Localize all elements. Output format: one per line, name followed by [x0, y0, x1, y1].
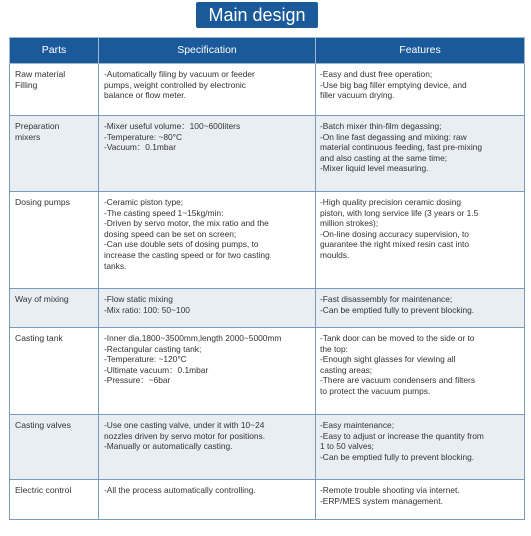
cell-line: -Mixer useful volume：100~600liters — [104, 121, 241, 131]
cell-line: -Remote trouble shooting via internet. — [320, 485, 460, 495]
table-row-dosing-pumps — [10, 192, 525, 289]
title-bar — [0, 0, 531, 37]
cell-spec — [99, 328, 316, 415]
cell-spec — [99, 116, 316, 192]
cell-line: -High quality precision ceramic dosing — [320, 197, 462, 207]
cell-features — [316, 64, 525, 116]
cell-line: moulds. — [320, 249, 350, 260]
cell-line: -Temperature: ~80°C — [104, 131, 183, 142]
cell-part — [10, 192, 99, 289]
cell-line: million strokes); — [320, 218, 379, 229]
cell-features — [316, 415, 525, 480]
cell-line: -Use one casting valve, under it with 10~24 — [104, 420, 265, 430]
cell-spec — [99, 480, 316, 520]
cell-line: and also casting at the same time; — [320, 152, 448, 163]
table-row-casting-valves — [10, 415, 525, 480]
cell-line: Way of mixing — [15, 294, 69, 304]
cell-line: pumps, weight controlled by electronic — [104, 79, 246, 90]
header-specification: Specification — [99, 38, 316, 64]
cell-line: balance or flow meter. — [104, 90, 186, 101]
cell-line: -Batch mixer thin-film degassing; — [320, 121, 442, 131]
cell-line: -Manually or automatically casting. — [104, 441, 233, 452]
cell-line: tanks. — [104, 260, 127, 271]
cell-line: -Can use double sets of dosing pumps, to — [104, 239, 259, 250]
table-row-casting-tank — [10, 328, 525, 415]
header-features: Features — [316, 38, 525, 64]
table-row-electric-control — [10, 480, 525, 520]
cell-line: -ERP/MES system management. — [320, 495, 443, 506]
cell-line: -Easy and dust free operation; — [320, 69, 433, 79]
cell-line: -There are vacuum condensers and filters — [320, 375, 476, 386]
cell-line: material continuous feeding, fast pre-mixing — [320, 142, 482, 153]
cell-line: Raw material — [15, 69, 66, 79]
cell-line: -Vacuum：0.1mbar — [104, 142, 176, 153]
cell-line: -Easy to adjust or increase the quantity from — [320, 430, 484, 441]
table-row-raw-material — [10, 64, 525, 116]
cell-spec — [99, 289, 316, 328]
cell-line: -Driven by servo motor, the mix ratio and the — [104, 218, 269, 229]
cell-line: -Use big bag filler emptying device, and — [320, 79, 467, 90]
cell-line: Casting tank — [15, 333, 63, 343]
cell-line: -Inner dia.1800~3500mm,length 2000~5000mm — [104, 333, 282, 343]
cell-line: -All the process automatically controlling. — [104, 485, 256, 495]
cell-spec — [99, 64, 316, 116]
cell-part — [10, 116, 99, 192]
cell-line: Dosing pumps — [15, 197, 70, 207]
cell-line: nozzles driven by servo motor for positions. — [104, 430, 266, 441]
cell-line: -Pressure：~6bar — [104, 375, 171, 386]
cell-line: Casting valves — [15, 420, 71, 430]
cell-features — [316, 480, 525, 520]
cell-line: guarantee the right mixed resin cast into — [320, 239, 469, 250]
cell-line: -On line fast degassing and mixing: raw — [320, 131, 467, 142]
cell-line: Preparation — [15, 121, 60, 131]
table-header-row — [10, 38, 525, 64]
cell-features — [316, 116, 525, 192]
cell-line: piston, with long service life (3 years or 1.5 — [320, 207, 479, 218]
page-title: Main design — [196, 2, 318, 28]
cell-features — [316, 192, 525, 289]
cell-line: -Ultimate vacuum：0.1mbar — [104, 364, 209, 375]
cell-line: -Fast disassembly for maintenance; — [320, 294, 453, 304]
cell-line: -The casting speed 1~15kg/min: — [104, 207, 224, 218]
cell-line: Filling — [15, 79, 38, 90]
cell-line: -Mix ratio: 100: 50~100 — [104, 304, 190, 315]
cell-line: -Enough sight glasses for viewing all — [320, 354, 456, 365]
cell-part — [10, 328, 99, 415]
cell-line: -Can be emptied fully to prevent blocking. — [320, 451, 475, 462]
cell-line: to protect the vacuum pumps. — [320, 385, 431, 396]
cell-line: -Rectangular casting tank; — [104, 343, 202, 354]
cell-line: -Tank door can be moved to the side or to — [320, 333, 475, 343]
cell-line: -Can be emptied fully to prevent blocking. — [320, 304, 475, 315]
cell-line: Electric control — [15, 485, 72, 495]
cell-spec — [99, 192, 316, 289]
cell-line: -Automatically filing by vacuum or feeder — [104, 69, 255, 79]
cell-line: filler vacuum drying. — [320, 90, 395, 101]
table-row-preparation-mixers — [10, 116, 525, 192]
cell-line: -Mixer liquid level measuring. — [320, 163, 429, 174]
cell-line: -Easy maintenance; — [320, 420, 395, 430]
cell-line: mixers — [15, 131, 41, 142]
cell-part — [10, 415, 99, 480]
cell-spec — [99, 415, 316, 480]
table-row-way-of-mixing — [10, 289, 525, 328]
cell-part — [10, 64, 99, 116]
cell-features — [316, 289, 525, 328]
cell-line: -Temperature: ~120°C — [104, 354, 187, 365]
cell-line: increase the casting speed or for two casting — [104, 249, 270, 260]
cell-line: -On-line dosing accuracy supervision, to — [320, 228, 469, 239]
cell-line: the top: — [320, 343, 348, 354]
cell-part — [10, 480, 99, 520]
cell-line: dosing speed can be set on screen; — [104, 228, 237, 239]
cell-line: casting areas; — [320, 364, 373, 375]
cell-line: -Ceramic piston type; — [104, 197, 184, 207]
cell-line: -Flow static mixing — [104, 294, 173, 304]
header-parts: Parts — [10, 38, 99, 64]
cell-part — [10, 289, 99, 328]
cell-line: 1 to 50 valves; — [320, 441, 375, 452]
main-design-table — [9, 37, 525, 520]
cell-features — [316, 328, 525, 415]
